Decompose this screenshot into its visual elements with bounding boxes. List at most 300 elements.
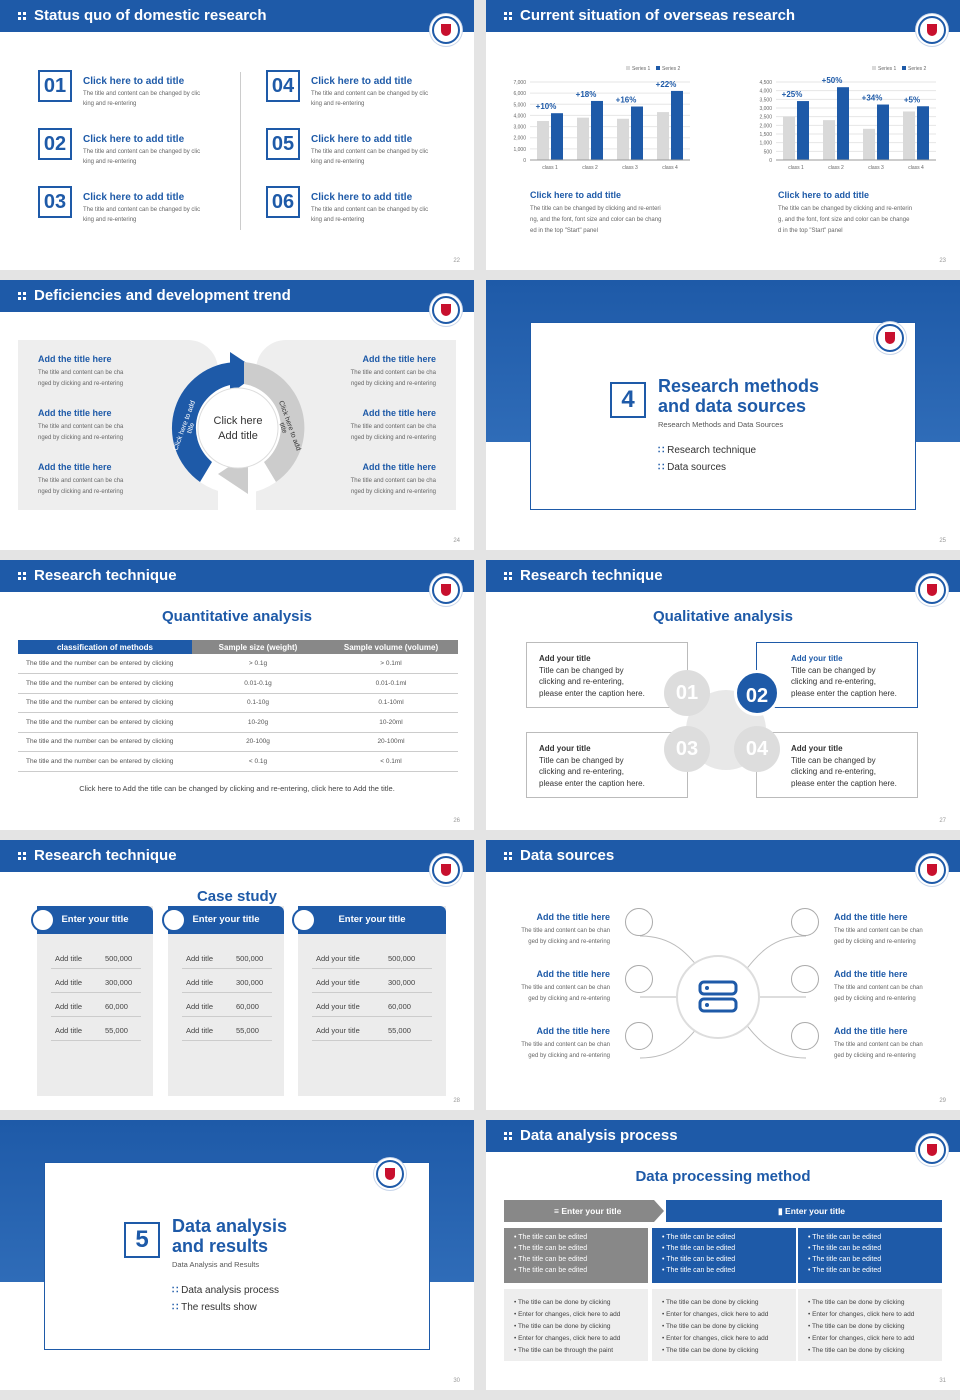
case-label[interactable]: Add your title <box>316 954 360 963</box>
caption-text: The title can be changed by clicking and re-enterin g, and the font, font size and color can be change d in the top "Start" panel <box>778 206 913 234</box>
title-card <box>530 322 916 510</box>
id-card-icon <box>31 908 55 932</box>
table-cell[interactable]: > 0.1ml <box>324 654 458 674</box>
section-subtitle: Data processing method <box>635 1168 811 1185</box>
y-tick-label: 2,000 <box>759 123 772 130</box>
qual-text: please enter the caption here. <box>539 688 645 698</box>
bar <box>671 91 683 160</box>
table-row <box>18 693 458 713</box>
page-number: 29 <box>939 1098 946 1104</box>
detail-item[interactable]: • The title can be done by clicking <box>662 1299 759 1306</box>
dots-icon <box>18 12 28 21</box>
item-title[interactable]: Click here to add title <box>83 76 185 87</box>
legend-swatch <box>872 66 876 70</box>
bar <box>823 120 835 160</box>
case-label[interactable]: Add your title <box>316 1002 360 1011</box>
y-tick-label: 7,000 <box>513 80 526 86</box>
detail-list <box>798 1289 942 1361</box>
slide-title: Research technique <box>0 840 474 872</box>
case-value[interactable]: 60,000 <box>236 1002 259 1011</box>
table-cell[interactable]: < 0.1ml <box>324 752 458 772</box>
item-number: 05 <box>266 128 300 160</box>
x-tick-label: class 1 <box>788 165 804 171</box>
slide-title: Data analysis process <box>486 1120 960 1152</box>
item-text: The title and content can be changed by clic <box>311 149 429 155</box>
row-divider <box>312 1040 432 1041</box>
legend-swatch <box>626 66 630 70</box>
page-number: 23 <box>939 258 946 264</box>
table-note: Click here to Add the title can be changed by clicking and re-entering, click here to Add the title. <box>79 784 395 793</box>
edit-item[interactable]: • The title can be edited <box>514 1267 588 1274</box>
slide-title: Deficiencies and development trend <box>0 280 474 312</box>
cube-icon <box>625 965 653 993</box>
detail-item[interactable]: • The title can be done by clicking <box>808 1323 905 1330</box>
item-text: ged by clicking and re-entering <box>834 1053 916 1059</box>
case-label[interactable]: Add title <box>55 978 83 987</box>
slide-22 <box>0 0 474 270</box>
table-row <box>18 732 458 752</box>
university-seal-icon <box>918 576 946 604</box>
university-seal-icon <box>918 16 946 44</box>
edit-item[interactable]: • The title can be edited <box>808 1234 882 1241</box>
table-row <box>18 654 458 674</box>
case-value[interactable]: 500,000 <box>236 954 264 963</box>
case-value[interactable]: 300,000 <box>388 978 416 987</box>
row-divider <box>51 968 141 969</box>
edit-item[interactable]: • The title can be edited <box>662 1267 736 1274</box>
university-seal-icon <box>376 1160 404 1188</box>
item-text: The title and content can be changed by clic <box>83 207 201 213</box>
item-text: king and re-entering <box>311 101 365 107</box>
table-cell[interactable]: > 0.1g <box>192 654 324 674</box>
slide-29 <box>486 840 960 1110</box>
item-text: ged by clicking and re-entering <box>528 996 610 1002</box>
row-divider <box>51 1040 141 1041</box>
qual-text: clicking and re-entering, <box>539 677 624 686</box>
x-tick-label: class 2 <box>582 165 598 171</box>
qual-number: 01 <box>664 670 710 716</box>
item-text: nged by clicking and re-entering <box>350 489 436 495</box>
case-label[interactable]: Add title <box>55 954 83 963</box>
table-cell[interactable]: The title and the number can be entered by clicking <box>18 713 192 733</box>
row-divider <box>312 1016 432 1017</box>
row-divider <box>182 1040 272 1041</box>
bullet-item[interactable]: ∷ The results show <box>172 1302 257 1313</box>
bar <box>631 107 643 160</box>
qual-title: Add your title <box>791 744 843 753</box>
item-text: ged by clicking and re-entering <box>528 939 610 945</box>
case-card-header[interactable]: Enter your title <box>168 906 284 934</box>
edit-item[interactable]: • The title can be edited <box>514 1234 588 1241</box>
bar <box>837 87 849 160</box>
section-subtitle: Case study <box>196 888 278 905</box>
dots-icon <box>504 12 514 21</box>
item-text: king and re-entering <box>83 217 137 223</box>
case-card-header[interactable]: Enter your title <box>37 906 153 934</box>
y-tick-label: 0 <box>523 158 526 164</box>
case-label[interactable]: Add title <box>186 978 214 987</box>
row-divider <box>51 992 141 993</box>
page-number: 22 <box>453 258 460 264</box>
item-text: nged by clicking and re-entering <box>350 435 436 441</box>
growth-annotation: +25% <box>781 90 803 100</box>
item-title[interactable]: Add the title here <box>38 462 112 472</box>
edit-item[interactable]: • The title can be edited <box>662 1234 736 1241</box>
case-label[interactable]: Add title <box>186 954 214 963</box>
bar <box>797 101 809 160</box>
detail-item[interactable]: • Enter for changes, click here to add <box>662 1335 769 1342</box>
case-label[interactable]: Add title <box>186 1002 214 1011</box>
detail-item[interactable]: • The title can be through the paint <box>514 1347 614 1354</box>
item-title[interactable]: Click here to add title <box>311 134 413 145</box>
y-tick-label: 1,500 <box>759 132 772 138</box>
edit-item[interactable]: • The title can be edited <box>662 1256 736 1263</box>
university-seal-icon <box>918 1136 946 1164</box>
detail-item[interactable]: • The title can be done by clicking <box>514 1323 611 1330</box>
row-divider <box>312 968 432 969</box>
slide-title: Status quo of domestic research <box>0 0 474 32</box>
slide-27 <box>486 560 960 830</box>
edit-item[interactable]: • The title can be edited <box>808 1267 882 1274</box>
growth-annotation: +22% <box>655 79 677 89</box>
item-title[interactable]: Add the title here <box>536 969 610 979</box>
bar <box>591 101 603 160</box>
edit-item[interactable]: • The title can be edited <box>514 1256 588 1263</box>
step-header-1[interactable]: ≡ Enter your title <box>504 1200 654 1222</box>
legend-label: Series 2 <box>908 66 927 72</box>
y-tick-label: 4,000 <box>513 113 526 120</box>
detail-item[interactable]: • Enter for changes, click here to add <box>808 1335 915 1342</box>
bar <box>657 112 669 160</box>
y-tick-label: 1,000 <box>759 140 772 147</box>
row-divider <box>182 992 272 993</box>
legend-label: Series 2 <box>662 66 681 72</box>
table-cell[interactable]: 20-100ml <box>324 732 458 752</box>
item-title[interactable]: Add the title here <box>38 354 112 364</box>
arc-label-right: Click here to add title <box>277 399 302 452</box>
x-tick-label: class 2 <box>828 165 844 171</box>
dots-icon <box>18 572 28 581</box>
case-label[interactable]: Add title <box>186 1026 214 1035</box>
slide-25 <box>486 280 960 550</box>
y-tick-label: 0 <box>769 158 772 164</box>
page-number: 26 <box>453 818 460 824</box>
qual-text: Title can be changed by <box>791 665 876 675</box>
caption-title[interactable]: Click here to add title <box>778 190 870 200</box>
case-label[interactable]: Add title <box>55 1026 83 1035</box>
table-cell[interactable]: 10-20g <box>192 713 324 733</box>
item-text: The title and content can be chan <box>834 1042 923 1048</box>
detail-item[interactable]: • The title can be done by clicking <box>808 1347 905 1354</box>
growth-annotation: +16% <box>615 95 637 105</box>
item-text: nged by clicking and re-entering <box>38 435 124 441</box>
qual-text: Title can be changed by <box>539 755 624 765</box>
university-seal-icon <box>432 296 460 324</box>
qual-number: 03 <box>664 726 710 772</box>
page-number: 31 <box>939 1378 946 1384</box>
item-title[interactable]: Add the title here <box>362 408 436 418</box>
edit-list <box>798 1228 942 1283</box>
table-cell[interactable]: The title and the number can be entered by clicking <box>18 732 192 752</box>
x-tick-label: class 4 <box>908 165 924 171</box>
document-icon <box>625 1022 653 1050</box>
row-divider <box>51 1016 141 1017</box>
item-title[interactable]: Click here to add title <box>311 192 413 203</box>
case-label[interactable]: Add your title <box>316 978 360 987</box>
page-number: 24 <box>453 538 460 544</box>
qual-box[interactable] <box>756 732 918 798</box>
bar-chart-icon: ▮ <box>778 1206 786 1216</box>
item-text: The title and content can be changed by clic <box>311 207 429 213</box>
section-title: Data analysis and results <box>172 1216 288 1256</box>
y-tick-label: 5,000 <box>513 102 526 109</box>
case-label[interactable]: Add title <box>55 1002 83 1011</box>
detail-list <box>652 1289 796 1361</box>
y-tick-label: 500 <box>763 149 772 156</box>
edit-item[interactable]: • The title can be edited <box>808 1245 882 1252</box>
slide-28 <box>0 840 474 1110</box>
item-title[interactable]: Add the title here <box>834 912 908 922</box>
caption-title[interactable]: Click here to add title <box>530 190 622 200</box>
section-subtitle: Quantitative analysis <box>161 608 313 625</box>
table-cell[interactable]: < 0.1g <box>192 752 324 772</box>
chat-icon <box>791 908 819 936</box>
y-tick-label: 4,000 <box>759 88 772 95</box>
case-label[interactable]: Add your title <box>316 1026 360 1035</box>
bar <box>617 119 629 160</box>
qual-box[interactable] <box>526 732 688 798</box>
case-value[interactable]: 500,000 <box>105 954 133 963</box>
page-number: 28 <box>453 1098 460 1104</box>
analysis-column <box>798 1228 942 1361</box>
item-text: ged by clicking and re-entering <box>834 939 916 945</box>
chat-bubble-icon <box>292 908 316 932</box>
building-icon <box>791 1022 819 1050</box>
item-text: The title and content can be cha <box>350 370 436 376</box>
row-divider <box>182 1016 272 1017</box>
growth-annotation: +34% <box>861 93 883 103</box>
y-tick-label: 6,000 <box>513 91 526 98</box>
university-seal-icon <box>918 856 946 884</box>
bar <box>863 129 875 160</box>
table-cell[interactable]: The title and the number can be entered by clicking <box>18 654 192 674</box>
section-subtitle: Data Analysis and Results <box>172 1260 260 1269</box>
qual-number: 04 <box>734 726 780 772</box>
university-seal-icon <box>432 576 460 604</box>
case-value[interactable]: 500,000 <box>388 954 416 963</box>
edit-item[interactable]: • The title can be edited <box>662 1245 736 1252</box>
item-title[interactable]: Add the title here <box>362 462 436 472</box>
database-icon <box>698 980 738 1014</box>
slide-31 <box>486 1120 960 1390</box>
item-text: The title and content can be cha <box>350 424 436 430</box>
item-text: king and re-entering <box>83 159 137 165</box>
slide-title: Current situation of overseas research <box>486 0 960 32</box>
slide-title: Data sources <box>486 840 960 872</box>
y-tick-label: 1,000 <box>513 146 526 153</box>
slide-30 <box>0 1120 474 1390</box>
arc-label-left: Click here to add title <box>172 399 197 452</box>
y-tick-label: 2,500 <box>759 114 772 121</box>
qual-text: please enter the caption here. <box>539 778 645 788</box>
x-tick-label: class 4 <box>662 165 678 171</box>
table-row <box>18 674 458 694</box>
table-cell[interactable]: 0.01-0.1g <box>192 674 324 694</box>
legend-swatch <box>656 66 660 70</box>
table-cell[interactable]: 0.1-10ml <box>324 693 458 713</box>
row-divider <box>312 992 432 993</box>
y-tick-label: 3,500 <box>759 97 772 104</box>
item-title[interactable]: Click here to add title <box>83 192 185 203</box>
x-tick-label: class 1 <box>542 165 558 171</box>
y-tick-label: 4,500 <box>759 80 772 86</box>
dots-icon <box>18 852 28 861</box>
slide-24 <box>0 280 474 550</box>
qr-code-icon <box>162 908 186 932</box>
slide-23 <box>486 0 960 270</box>
detail-item[interactable]: • The title can be done by clicking <box>662 1347 759 1354</box>
section-bullets <box>658 442 756 476</box>
detail-item[interactable]: • Enter for changes, click here to add <box>514 1335 621 1342</box>
qual-text: Title can be changed by <box>539 665 624 675</box>
section-subtitle: Qualitative analysis <box>652 608 794 625</box>
table-cell[interactable]: 0.01-0.1ml <box>324 674 458 694</box>
detail-item[interactable]: • Enter for changes, click here to add <box>662 1311 769 1318</box>
growth-annotation: +10% <box>535 102 557 112</box>
qual-title: Add your title <box>539 654 591 663</box>
bullet-item[interactable]: ∷ Research technique <box>658 445 757 456</box>
case-value[interactable]: 300,000 <box>236 978 264 987</box>
people-icon <box>625 908 653 936</box>
edit-list <box>652 1228 796 1283</box>
step-header-2[interactable]: ▮ Enter your title <box>666 1200 942 1222</box>
table-cell[interactable]: 0.1-10g <box>192 693 324 713</box>
case-value[interactable]: 55,000 <box>236 1026 259 1035</box>
table-header: Sample size (weight) <box>192 640 324 654</box>
table-cell[interactable]: The title and the number can be entered by clicking <box>18 693 192 713</box>
bar <box>577 118 589 160</box>
section-subtitle: Research Methods and Data Sources <box>658 420 784 429</box>
center-label[interactable]: Click here Add title <box>213 415 263 442</box>
table-cell[interactable]: The title and the number can be entered by clicking <box>18 674 192 694</box>
item-title[interactable]: Click here to add title <box>311 76 413 87</box>
item-title[interactable]: Click here to add title <box>83 134 185 145</box>
case-value[interactable]: 300,000 <box>105 978 133 987</box>
item-title[interactable]: Add the title here <box>536 912 610 922</box>
item-text: ged by clicking and re-entering <box>834 996 916 1002</box>
qual-title: Add your title <box>539 744 591 753</box>
network-icon <box>791 965 819 993</box>
item-text: The title and content can be chan <box>834 985 923 991</box>
item-text: king and re-entering <box>83 101 137 107</box>
database-icon: ≡ <box>554 1206 562 1216</box>
y-tick-label: 3,000 <box>759 106 772 112</box>
item-text: The title and content can be cha <box>350 478 436 484</box>
detail-list <box>504 1289 648 1361</box>
qual-title: Add your title <box>791 654 843 663</box>
bar <box>783 117 795 160</box>
legend-label: Series 1 <box>878 66 897 72</box>
case-value[interactable]: 60,000 <box>388 1002 411 1011</box>
item-text: The title and content can be changed by clic <box>83 91 201 97</box>
bar <box>537 121 549 160</box>
legend-swatch <box>902 66 906 70</box>
item-text: ged by clicking and re-entering <box>528 1053 610 1059</box>
university-seal-icon <box>876 324 904 352</box>
qual-box[interactable] <box>756 642 918 708</box>
university-seal-icon <box>432 856 460 884</box>
qual-text: please enter the caption here. <box>791 778 897 788</box>
item-title[interactable]: Add the title here <box>362 354 436 364</box>
item-title[interactable]: Add the title here <box>834 1026 908 1036</box>
dots-icon <box>18 292 28 301</box>
item-text: The title and content can be changed by clic <box>311 91 429 97</box>
caption-text: The title can be changed by clicking and re-enteri ng, and the font, font size and color can be chang ed in the top "Start" panel <box>530 206 662 234</box>
qual-text: clicking and re-entering, <box>791 767 876 776</box>
case-card <box>37 906 153 1096</box>
table-cell[interactable]: 20-100g <box>192 732 324 752</box>
bullet-item[interactable]: ∷ Data analysis process <box>172 1285 279 1296</box>
item-text: king and re-entering <box>311 217 365 223</box>
item-text: The title and content can be cha <box>38 478 124 484</box>
analysis-column <box>652 1228 796 1361</box>
y-tick-label: 2,000 <box>513 135 526 142</box>
item-title[interactable]: Add the title here <box>834 969 908 979</box>
case-value[interactable]: 55,000 <box>388 1026 411 1035</box>
detail-item[interactable]: • Enter for changes, click here to add <box>514 1311 621 1318</box>
table-cell[interactable]: 10-20ml <box>324 713 458 733</box>
bar <box>917 106 929 160</box>
table-cell[interactable]: The title and the number can be entered by clicking <box>18 752 192 772</box>
detail-item[interactable]: • Enter for changes, click here to add <box>808 1311 915 1318</box>
item-title[interactable]: Add the title here <box>38 408 112 418</box>
qual-text: clicking and re-entering, <box>791 677 876 686</box>
dots-icon <box>504 852 514 861</box>
case-value[interactable]: 55,000 <box>105 1026 128 1035</box>
item-text: nged by clicking and re-entering <box>38 381 124 387</box>
item-title[interactable]: Add the title here <box>536 1026 610 1036</box>
growth-annotation: +5% <box>903 95 921 105</box>
x-tick-label: class 3 <box>622 165 638 171</box>
bar <box>877 105 889 160</box>
bar <box>903 111 915 160</box>
bar <box>551 113 563 160</box>
item-text: nged by clicking and re-entering <box>350 381 436 387</box>
table-row <box>18 713 458 733</box>
row-divider <box>182 968 272 969</box>
table-header: Sample volume (volume) <box>324 640 458 654</box>
case-card-header[interactable]: Enter your title <box>298 906 446 934</box>
qual-text: please enter the caption here. <box>791 688 897 698</box>
bullet-item[interactable]: ∷ Data sources <box>658 462 727 473</box>
detail-item[interactable]: • The title can be done by clicking <box>514 1299 611 1306</box>
step-arrow <box>654 1200 664 1222</box>
legend-label: Series 1 <box>632 66 651 72</box>
detail-item[interactable]: • The title can be done by clicking <box>662 1323 759 1330</box>
edit-item[interactable]: • The title can be edited <box>808 1256 882 1263</box>
edit-list <box>504 1228 648 1283</box>
table-header: classification of methods <box>18 640 192 654</box>
section-bullets <box>172 1282 279 1316</box>
item-text: The title and content can be chan <box>521 928 610 934</box>
edit-item[interactable]: • The title can be edited <box>514 1245 588 1252</box>
case-value[interactable]: 60,000 <box>105 1002 128 1011</box>
item-text: nged by clicking and re-entering <box>38 489 124 495</box>
section-number: 4 <box>610 382 646 418</box>
detail-item[interactable]: • The title can be done by clicking <box>808 1299 905 1306</box>
page-number: 30 <box>453 1378 460 1384</box>
dots-icon <box>504 572 514 581</box>
